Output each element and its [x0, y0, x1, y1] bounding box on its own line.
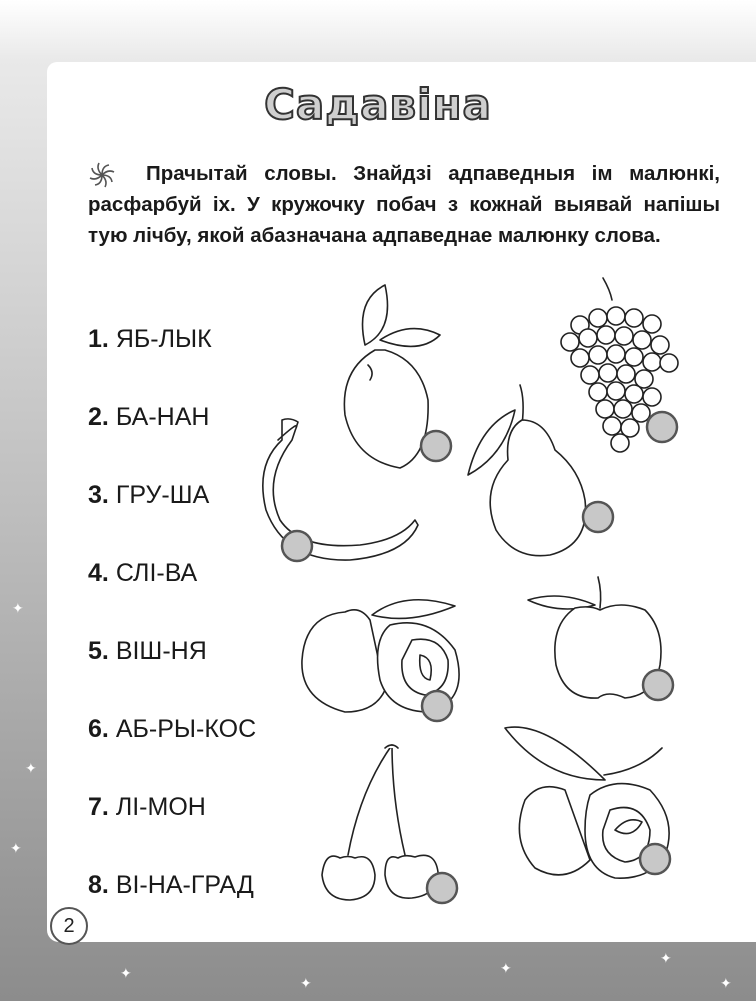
cherries-illustration — [322, 745, 438, 900]
list-item: 6. АБ-РЫ-КОС — [88, 715, 257, 743]
star-decoration: ✦ — [25, 760, 37, 776]
answer-circle[interactable] — [643, 670, 673, 700]
star-decoration: ✦ — [120, 965, 132, 981]
star-decoration: ✦ — [500, 960, 512, 976]
answer-circle[interactable] — [421, 431, 451, 461]
list-item: 8. ВІ-НА-ГРАД — [88, 871, 254, 899]
list-item: 7. ЛІ-МОН — [88, 793, 206, 821]
list-item: 4. СЛІ-ВА — [88, 559, 198, 587]
list-item: 3. ГРУ-ША — [88, 481, 210, 509]
star-decoration: ✦ — [660, 950, 672, 966]
page-title: Садавіна — [264, 80, 492, 129]
star-decoration: ✦ — [10, 840, 22, 856]
answer-circle[interactable] — [427, 873, 457, 903]
list-item: 2. БА-НАН — [88, 403, 210, 431]
answer-circle[interactable] — [422, 691, 452, 721]
answer-circle[interactable] — [282, 531, 312, 561]
answer-circle[interactable] — [640, 844, 670, 874]
page-number: 2 — [50, 907, 88, 945]
list-item: 5. ВІШ-НЯ — [88, 637, 207, 665]
answer-circle[interactable] — [647, 412, 677, 442]
star-decoration: ✦ — [720, 975, 732, 991]
answer-circle[interactable] — [583, 502, 613, 532]
instruction-text: Прачытай словы. Знайдзі адпаведныя ім малюнкі, расфарбуй іх. У кружочку побач з кожнай выявай напішы тую лічбу, якой абазначана адпаведнае малюнку слова. — [88, 162, 720, 247]
list-item: 1. ЯБ-ЛЫК — [88, 325, 212, 353]
star-decoration: ✦ — [12, 600, 24, 616]
pear-illustration — [468, 385, 586, 556]
star-decoration: ✦ — [300, 975, 312, 991]
apple-illustration — [528, 577, 661, 698]
